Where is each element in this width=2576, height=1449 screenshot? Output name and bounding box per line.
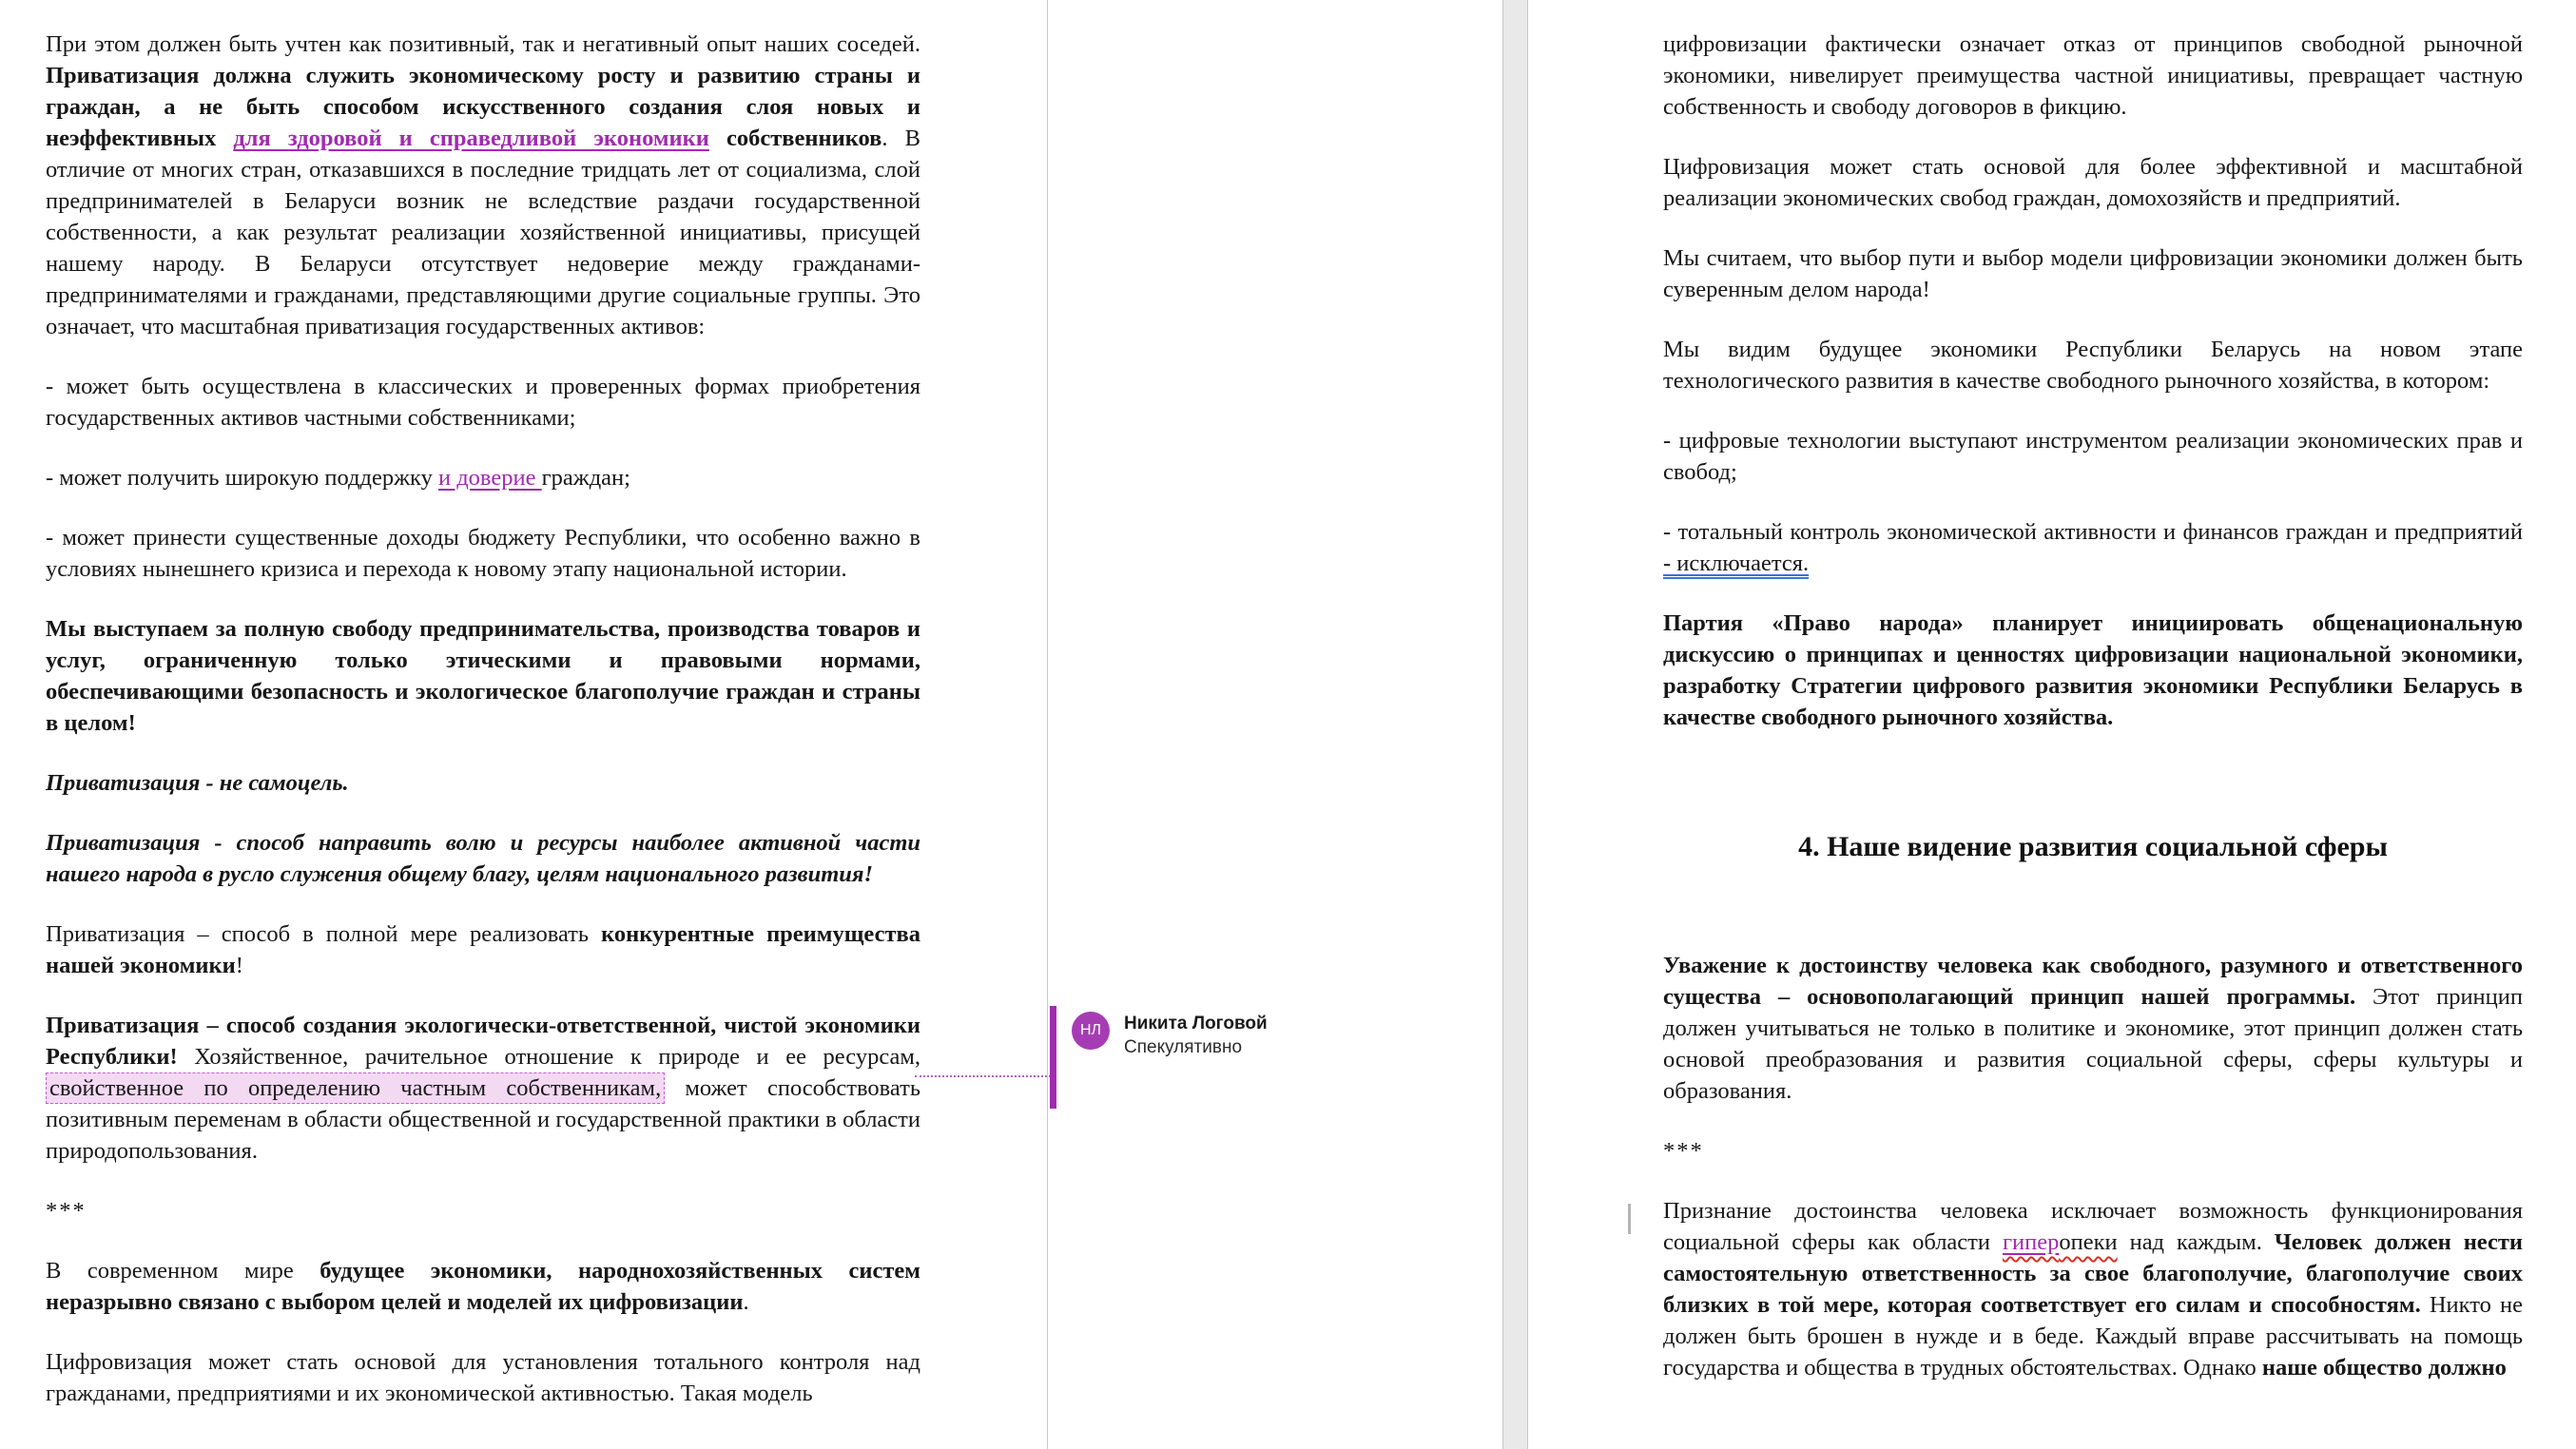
text-run: цифровизации фактически означает отказ от принципов свободной рыночной экономики, нивелирует преимущества частной инициативы, превращает частную собственность и свободу договоров в фикцию. [1663,31,2523,120]
page-right[interactable] [1528,0,2576,1449]
text-run: Цифровизация может стать основой для установления тотального контроля над гражданами, предприятиями и их экономической активностью. Такая модель [46,1349,920,1406]
text-run: ! [235,953,243,978]
paragraph[interactable] [46,827,920,890]
comment-author: Никита Логовой [1124,1014,1268,1034]
paragraph[interactable] [1663,242,2523,305]
text-run: - цифровые технологии выступают инструментом реализации экономических прав и свобод; [1663,428,2523,485]
paragraph[interactable] [1663,1195,2523,1383]
suggested-insertion-blue[interactable]: - исключается. [1663,551,1810,576]
text-run-bold: наше общество должно [2261,1355,2507,1381]
page-left[interactable] [0,0,1048,1449]
text-run: граждан; [541,465,630,491]
paragraph[interactable] [1663,334,2523,396]
text-run: - может получить широкую поддержку [46,465,438,491]
text-run: опеки [2059,1229,2118,1255]
text-run: При этом должен быть учтен как позитивный, так и негативный опыт наших соседей. [46,31,920,57]
paragraph[interactable] [46,1255,920,1318]
paragraph[interactable] [46,918,920,981]
text-run-bold: Человек должен нести самостоятельную ответственность за свое благополучие, благополучие своих близких в той мере, которая соответствует его силам и способностям. [1663,1229,2524,1318]
text-run-bold: собственников [708,126,882,151]
paragraph[interactable] [46,613,920,739]
text-run: - может принести существенные доходы бюджету Республики, что особенно важно в условиях нынешнего кризиса и перехода к новому этапу национальной истории. [46,525,920,582]
comment-text: Спекулятивно [1124,1037,1243,1057]
text-run-bold: Партия «Право народа» планирует инициировать общенациональную дискуссию о принципах и ценностях цифровизации национальной экономики, разработку Стратегии цифрового развития экономики Республики Беларусь в качестве свободного рыночного хозяйства. [1663,610,2523,730]
page-left-text-column[interactable] [46,0,920,1438]
text-run: Мы видим будущее экономики Республики Беларусь на новом этапе технологического развития в качестве свободного рыночного хозяйства, в котором: [1663,337,2523,394]
text-run-bold: Приватизация – способ создания экологически-ответственной, чистой экономики Республики! [46,1013,920,1070]
suggested-insertion-purple[interactable]: и доверие [437,465,542,491]
paragraph[interactable] [1663,950,2523,1107]
section-separator: *** [1663,1138,1704,1164]
text-run: Мы считаем, что выбор пути и выбор модели цифровизации экономики должен быть суверенным делом народа! [1663,245,2523,302]
text-run: над каждым. [2117,1229,2275,1255]
paragraph[interactable] [46,371,920,434]
comment-anchor-highlight[interactable]: свойственное по определению частным собственникам, [46,1072,665,1104]
spellcheck-flagged-word[interactable] [2003,1229,2118,1255]
suggested-insertion-purple[interactable]: гипер [2002,1229,2060,1255]
text-run: В современном мире [46,1258,320,1284]
paragraph[interactable] [46,767,920,799]
section-separator: *** [46,1198,87,1224]
paragraph[interactable] [1663,516,2523,579]
paragraph[interactable] [1663,151,2523,214]
comment-body [1124,1012,1268,1059]
text-run-bold: Приватизация должна служить экономическому росту и развитию страны и граждан, а не быть способом искусственного создания слоя новых и неэффективных [46,63,920,151]
paragraph[interactable] [46,462,920,493]
text-run: Цифровизация может стать основой для более эффективной и масштабной реализации экономических свобод граждан, домохозяйств и предприятий. [1663,154,2523,211]
page-gutter [1502,0,1528,1449]
text-run: - может быть осуществлена в классических и проверенных формах приобретения государственных активов частными собственниками; [46,374,920,431]
paragraph[interactable] [46,1346,920,1409]
paragraph[interactable] [46,522,920,585]
paragraph[interactable] [1663,608,2523,733]
text-run: Никто не должен быть брошен в нужде и в беде. Каждый вправе рассчитывать на помощь государства и общества в трудных обстоятельствах. Однако [1663,1292,2523,1381]
text-run: Этот принцип должен учитываться не только в политике и экономике, этот принцип должен стать основой преобразования и развития социальной сферы, сферы культуры и образования. [1663,984,2524,1104]
text-run-bold: Уважение к достоинству человека как свободного, разумного и ответственного существа – основополагающий принцип нашей программы. [1663,953,2523,1010]
text-run-bold: конкурентные преимущества нашей экономики [46,921,920,978]
paragraph[interactable] [46,29,920,342]
paragraph[interactable] [1663,425,2523,488]
suggestion-change-bar [1628,1204,1631,1234]
section-heading: 4. Наше видение развития социальной сферы [1798,831,2388,862]
text-run-bold: Мы выступаем за полную свободу предпринимательства, производства товаров и услуг, ограниченную только этическими и правовыми нормами, обеспечивающими безопасность и экологическое благополучие граждан и страны в целом! [46,616,920,736]
page-right-text-column[interactable] [1663,0,2523,1412]
text-run-bold: будущее экономики, народнохозяйственных систем неразрывно связано с выбором целей и моделей их цифровизации [46,1258,920,1315]
text-run: Хозяйственное, рачительное отношение к природе и ее ресурсам, [177,1044,920,1070]
suggested-insertion-purple[interactable]: для здоровой и справедливой экономики [233,126,709,151]
text-run: может способствовать позитивным переменам в области общественной и государственной практики в области природопользования. [46,1075,920,1164]
avatar: НЛ [1072,1012,1110,1050]
paragraph[interactable] [1663,29,2523,123]
text-run: . В отличие от многих стран, отказавшихся в последние тридцать лет от социализма, слой предпринимателей в Беларуси возник не вследствие раздачи государственной собственности, а как результат реализации хозяйственной инициативы, присущей нашему народу. В Беларуси отсутствует недоверие между гражданами-предпринимателями и гражданами, представляющими другие социальные группы. Это означает, что масштабная приватизация государственных активов: [46,126,920,339]
comment-card[interactable] [1072,1012,1268,1059]
text-run: . [743,1289,749,1315]
text-run-bold-italic: Приватизация - способ направить волю и ресурсы наиболее активной части нашего народа в русло служения общему благу, целям национального развития! [46,830,920,887]
comment-anchor-connector [915,1075,1051,1077]
text-run: Признание достоинства человека исключает возможность функционирования социальной сферы как области [1663,1198,2523,1255]
text-run: - тотальный контроль экономической активности и финансов граждан и предприятий [1663,519,2523,545]
comment-accent-bar [1050,1006,1056,1109]
text-run-bold-italic: Приватизация - не самоцель. [46,770,349,796]
paragraph[interactable] [46,1010,920,1167]
text-run: Приватизация – способ в полной мере реализовать [46,921,602,947]
